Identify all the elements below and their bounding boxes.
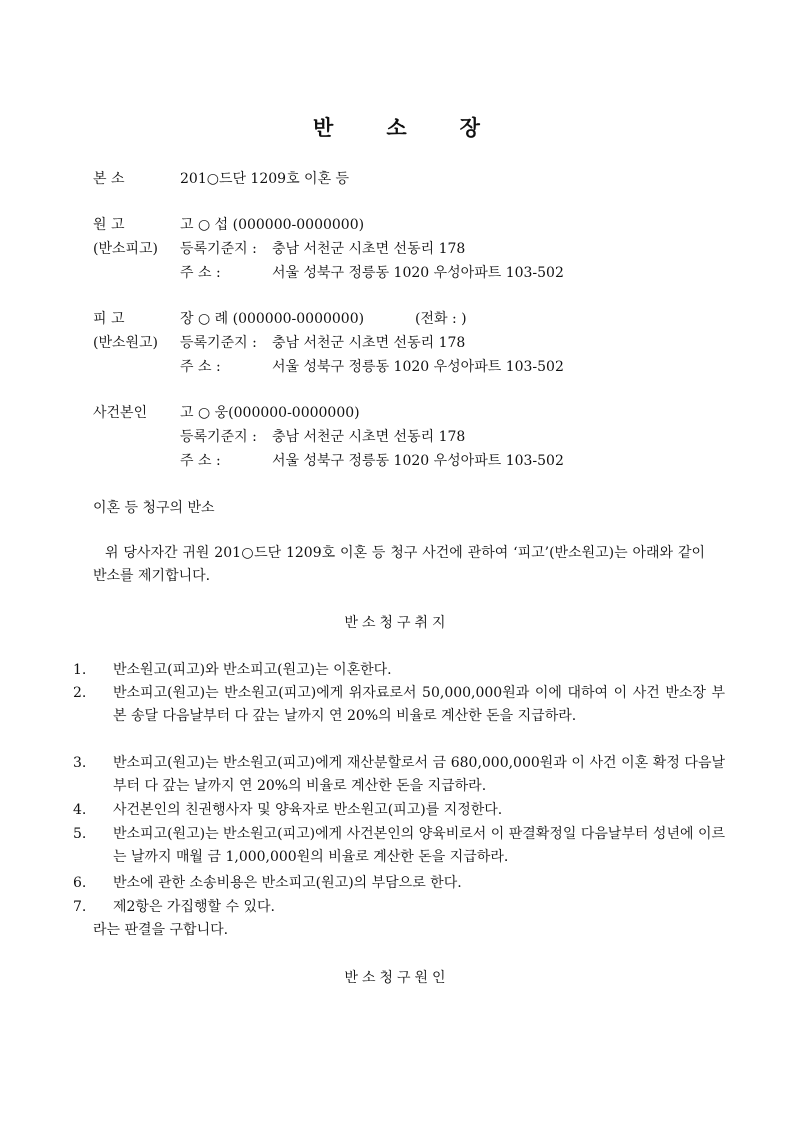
defendant-name: 장 ○ 례 (000000-0000000) bbox=[180, 311, 365, 327]
plaintiff-counter-role: (반소피고) bbox=[93, 241, 159, 257]
defendant-counter-role: (반소원고) bbox=[93, 335, 159, 351]
claim-item bbox=[73, 752, 725, 798]
claim-number: 1. bbox=[73, 662, 87, 678]
document-title bbox=[0, 112, 794, 142]
claim-number: 7. bbox=[73, 899, 87, 915]
claim-item bbox=[73, 659, 725, 682]
claim-item bbox=[73, 872, 725, 895]
claim-text: 반소에 관한 소송비용은 반소피고(원고)의 부담으로 한다. bbox=[113, 875, 462, 891]
claim-subject: 이혼 등 청구의 반소 bbox=[93, 500, 215, 516]
plaintiff-address: 서울 성북구 정릉동 1020 우성아파트 103-502 bbox=[272, 265, 564, 281]
claim-number: 4. bbox=[73, 802, 87, 818]
defendant-role: 피 고 bbox=[93, 311, 125, 327]
claim-number: 2. bbox=[73, 685, 87, 701]
claim-item bbox=[73, 799, 725, 822]
defendant-registry-label: 등록기준지 : bbox=[180, 335, 257, 351]
principal-registry: 충남 서천군 시초면 선동리 178 bbox=[272, 429, 466, 445]
title-char: 반 bbox=[313, 115, 335, 140]
plaintiff-registry-label: 등록기준지 : bbox=[180, 241, 257, 257]
case-label: 본 소 bbox=[93, 171, 125, 187]
title-char: 장 bbox=[459, 115, 481, 140]
defendant-address-label: 주 소 : bbox=[180, 359, 221, 375]
defendant-address: 서울 성북구 정릉동 1020 우성아파트 103-502 bbox=[272, 359, 564, 375]
claim-text: 제2항은 가집행할 수 있다. bbox=[113, 899, 275, 915]
claim-item bbox=[73, 823, 725, 869]
principal-address-label: 주 소 : bbox=[180, 453, 221, 469]
claim-text: 반소피고(원고)는 반소원고(피고)에게 위자료로서 50,000,000원과 이에 대하여 이 사건 반소장 부본 송달 다음날부터 다 갚는 날까지 연 20%의 비율로 계산한 돈을 지급하라. bbox=[113, 685, 725, 724]
defendant-phone: (전화 : ) bbox=[415, 311, 467, 327]
claim-number: 6. bbox=[73, 875, 87, 891]
claim-text: 반소원고(피고)와 반소피고(원고)는 이혼한다. bbox=[113, 662, 392, 678]
claim-number: 5. bbox=[73, 826, 87, 842]
claims-heading: 반소청구취지 bbox=[344, 615, 450, 631]
plaintiff-name: 고 ○ 섭 (000000-0000000) bbox=[180, 217, 365, 233]
claim-item bbox=[73, 682, 725, 728]
claim-text: 반소피고(원고)는 반소원고(피고)에게 재산분할로서 금 680,000,000원과 이 사건 이혼 확정 다음날부터 다 갚는 날까지 연 20%의 비율로 계산한 돈을 지급하라. bbox=[113, 755, 725, 794]
principal-name: 고 ○ 웅(000000-0000000) bbox=[180, 405, 360, 421]
claim-text: 사건본인의 친권행사자 및 양육자로 반소원고(피고)를 지정한다. bbox=[113, 802, 503, 818]
principal-registry-label: 등록기준지 : bbox=[180, 429, 257, 445]
principal-address: 서울 성북구 정릉동 1020 우성아파트 103-502 bbox=[272, 453, 564, 469]
principal-role: 사건본인 bbox=[93, 405, 148, 421]
claim-number: 3. bbox=[73, 755, 87, 771]
conclusion: 라는 판결을 구합니다. bbox=[93, 922, 229, 938]
claim-text: 반소피고(원고)는 반소원고(피고)에게 사건본인의 양육비로서 이 판결확정일 다음날부터 성년에 이르는 날까지 매월 금 1,000,000원의 비율로 계산한 돈을 지급하라. bbox=[113, 826, 725, 865]
title-char: 소 bbox=[386, 115, 408, 140]
claim-item bbox=[73, 896, 725, 919]
plaintiff-address-label: 주 소 : bbox=[180, 265, 221, 281]
plaintiff-role: 원 고 bbox=[93, 217, 125, 233]
defendant-registry: 충남 서천군 시초면 선동리 178 bbox=[272, 335, 466, 351]
grounds-heading: 반소청구원인 bbox=[344, 970, 450, 986]
case-number: 201○드단 1209호 이혼 등 bbox=[180, 171, 350, 187]
plaintiff-registry: 충남 서천군 시초면 선동리 178 bbox=[272, 241, 466, 257]
intro-paragraph: 위 당사자간 귀원 201○드단 1209호 이혼 등 청구 사건에 관하여 ‘피고’(반소원고)는 아래와 같이 반소를 제기합니다. bbox=[93, 545, 705, 584]
